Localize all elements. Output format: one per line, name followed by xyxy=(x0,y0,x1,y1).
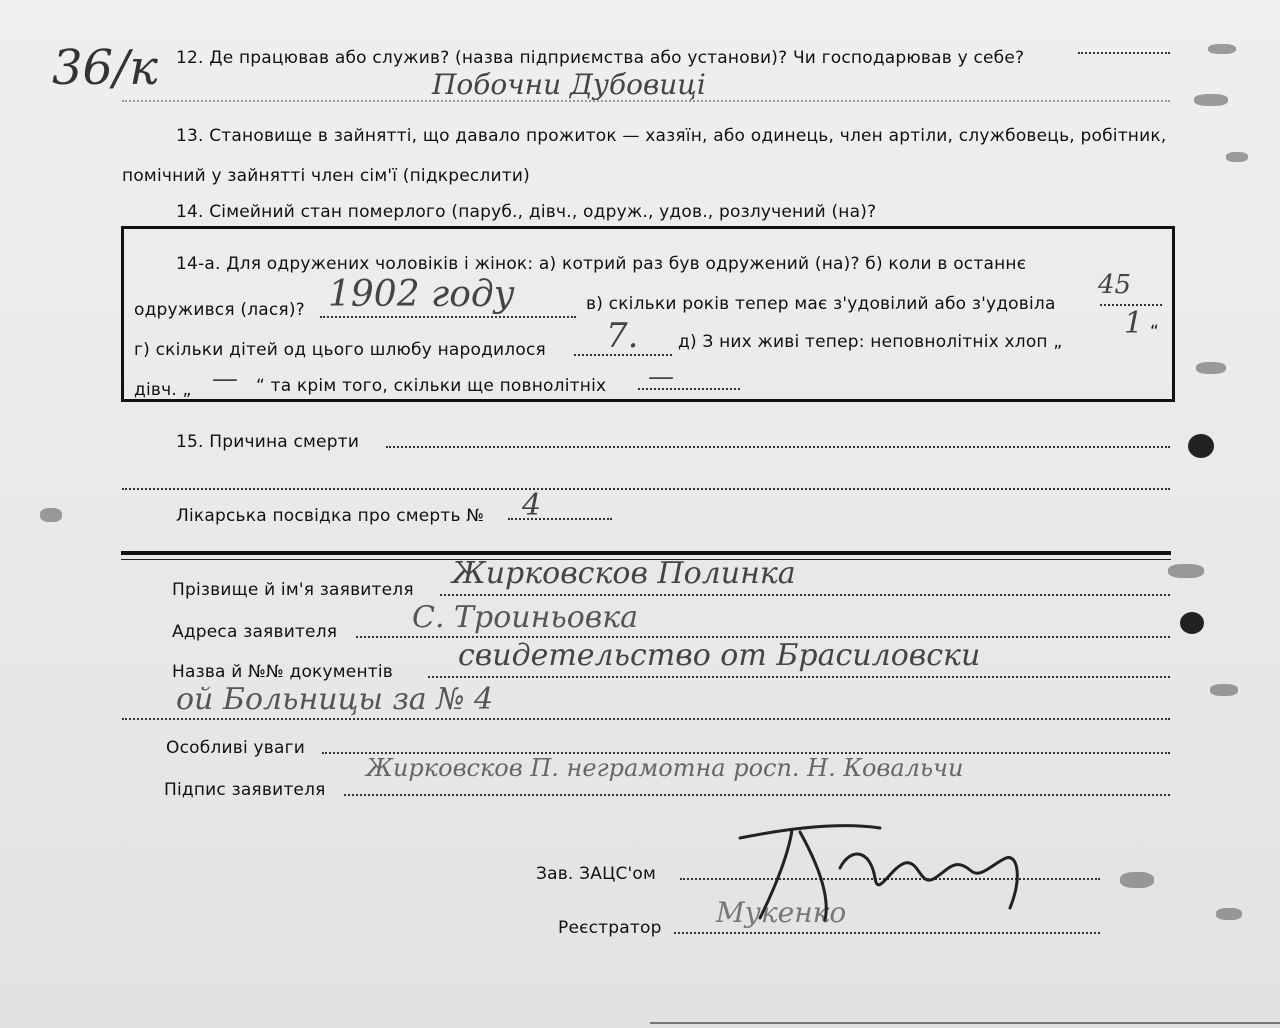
q13-line1: 13. Становище в зайнятті, що давало прожиток — хазяїн, або одинець, член артіли, службовець, робітник, xyxy=(176,126,1167,146)
blot-7 xyxy=(1120,872,1154,888)
applicant-docs-dots-1 xyxy=(428,676,1170,678)
registrar-label: Реєстратор xyxy=(558,918,662,938)
zags-head-label: Зав. ЗАЦС'ом xyxy=(536,864,657,884)
q14a-married-label: одружився (лася)? xyxy=(134,300,305,320)
q14-label: 14. Сімейний стан померлого (паруб., дівч., одруж., удов., розлучений (на)? xyxy=(176,202,877,222)
hole-1 xyxy=(1188,434,1214,458)
applicant-address-value: С. Троиньовка xyxy=(412,600,639,635)
applicant-docs-value-2: ой Больницы за № 4 xyxy=(176,682,494,717)
hole-2 xyxy=(1180,612,1204,634)
applicant-name-label: Прізвище й ім'я заявителя xyxy=(172,580,414,600)
q14a-widow-label: в) скільки років тепер має з'удовілий або з'удовіла xyxy=(586,294,1056,314)
q13-line2: помічний у зайнятті член сім'ї (підкреслити) xyxy=(122,166,530,186)
q14a-line1: 14-а. Для одружених чоловіків і жінок: а) котрий раз був одружений (на)? б) коли в останнє xyxy=(176,254,1027,274)
margin-note: 36/к xyxy=(52,40,158,96)
blot-2 xyxy=(1194,94,1228,106)
blot-4 xyxy=(1196,362,1226,374)
q14a-married-dots xyxy=(320,316,576,318)
medical-value: 4 xyxy=(522,488,542,523)
applicant-docs-value-1: свидетельство от Брасиловски xyxy=(458,638,981,673)
applicant-signature-dots xyxy=(344,794,1170,796)
q15-dots-1 xyxy=(386,446,1170,448)
medical-label: Лікарська посвідка про смерть № xyxy=(176,506,485,526)
applicant-docs-label: Назва й №№ документів xyxy=(172,662,394,682)
q14a-girls-value: — xyxy=(212,364,238,394)
applicant-signature-value: Жирковсков П. неграмотна росп. Н. Ковальчи xyxy=(366,754,964,782)
q14a-adults-label: “ та крім того, скільки ще повнолітніх xyxy=(256,376,607,396)
q14a-boys-value: 1 xyxy=(1124,306,1144,341)
registrar-sign: Мукенко xyxy=(716,896,847,929)
q12-dotline-1 xyxy=(1078,52,1170,54)
blot-3 xyxy=(1226,152,1248,162)
q14a-children-value: 7. xyxy=(606,316,639,356)
q12-answer: Побочни Дубовиці xyxy=(432,68,706,101)
blot-9 xyxy=(40,508,62,522)
head-signature-icon xyxy=(730,808,1050,928)
q14a-married-value: 1902 году xyxy=(328,274,515,315)
blot-5 xyxy=(1168,564,1204,578)
q14a-children-label: г) скільки дітей од цього шлюбу народилося xyxy=(134,340,546,360)
applicant-name-dots xyxy=(440,594,1170,596)
q15-dots-2 xyxy=(122,488,1170,490)
q14a-boys-close: “ xyxy=(1150,322,1160,342)
section-rule-thick xyxy=(121,551,1171,555)
applicant-address-label: Адреса заявителя xyxy=(172,622,338,642)
applicant-notes-label: Особливі уваги xyxy=(166,738,305,758)
q14a-alive-label: д) З них живі тепер: неповнолітніх хлоп „ xyxy=(678,332,1063,352)
q15-label: 15. Причина смерти xyxy=(176,432,360,452)
q12-label: 12. Де працював або служив? (назва підприємства або установи)? Чи господарював у себе? xyxy=(176,48,1025,68)
blot-8 xyxy=(1216,908,1242,920)
q14a-girls-label: дівч. „ xyxy=(134,380,192,400)
q12-dotline-2 xyxy=(122,100,1170,102)
q14a-widow-value: 45 xyxy=(1098,270,1132,300)
applicant-name-value: Жирковсков Полинка xyxy=(452,556,796,591)
q14a-adults-value: — xyxy=(648,362,674,392)
blot-1 xyxy=(1208,44,1236,54)
applicant-docs-dots-2 xyxy=(122,718,1170,720)
registrar-dots xyxy=(674,932,1100,934)
q14a-adults-dots xyxy=(638,388,740,390)
applicant-signature-label: Підпис заявителя xyxy=(164,780,326,800)
blot-6 xyxy=(1210,684,1238,696)
bottom-edge-line xyxy=(650,1022,1280,1024)
